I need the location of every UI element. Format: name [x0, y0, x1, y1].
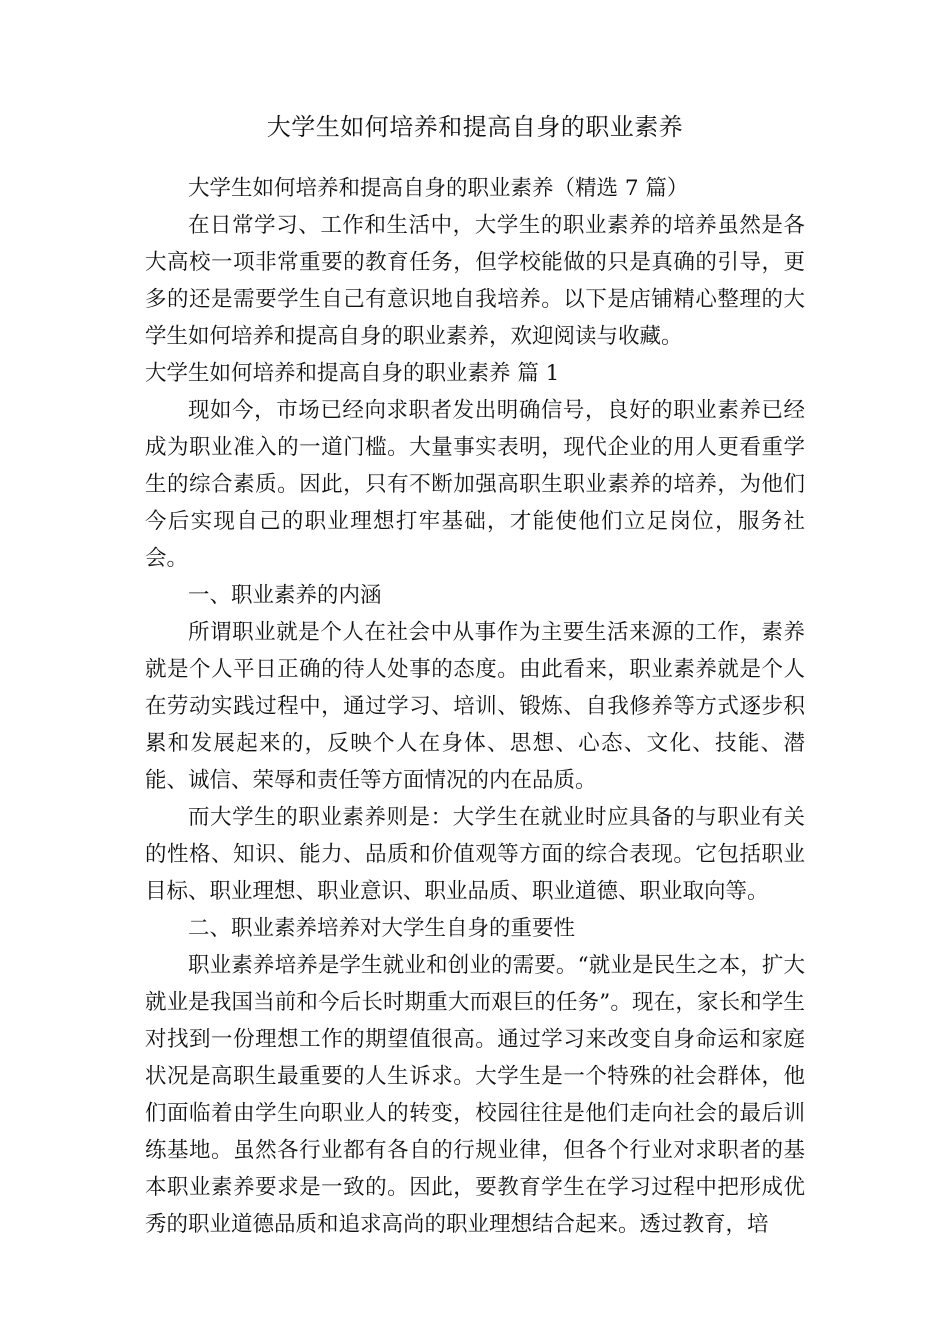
body-paragraph: 现如今，市场已经向求职者发出明确信号，良好的职业素养已经成为职业准入的一道门槛。大量事实表明，现代企业的用人更看重学生的综合素质。因此，只有不断加强高职生职业素养的培养，为他们今后实现自己的职业理想打牢基础，才能使他们立足岗位，服务社会。: [145, 398, 805, 571]
document-body: [145, 170, 805, 1243]
section-heading-part-1: 大学生如何培养和提高自身的职业素养 篇 1: [145, 361, 560, 386]
body-paragraph: 职业素养培养是学生就业和创业的需要。“就业是民生之本，扩大就业是我国当前和今后长时期重大而艰巨的任务”。现在，家长和学生对找到一份理想工作的期望值很高。通过学习来改变自身命运和家庭状况是高职生最重要的人生诉求。大学生是一个特殊的社会群体，他们面临着由学生向职业人的转变，校园往往是他们走向社会的最后训练基地。虽然各行业都有各自的行规业律，但各个行业对求职者的基本职业素养要求是一致的。因此，要教育学生在学习过程中把形成优秀的职业道德品质和追求高尚的职业理想结合起来。透过教育，培: [145, 953, 805, 1237]
subsection-heading-1: 一、职业素养的内涵: [188, 583, 382, 608]
document-title: 大学生如何培养和提高自身的职业素养: [266, 113, 684, 141]
subtitle-paragraph: 大学生如何培养和提高自身的职业素养（精选 7 篇）: [188, 176, 689, 201]
body-paragraph: 所谓职业就是个人在社会中从事作为主要生活来源的工作，素养就是个人平日正确的待人处事的态度。由此看来，职业素养就是个人在劳动实践过程中，通过学习、培训、锻炼、自我修养等方式逐步积累和发展起来的，反映个人在身体、思想、心态、文化、技能、潜能、诚信、荣辱和责任等方面情况的内在品质。: [145, 620, 805, 793]
subsection-heading-2: 二、职业素养培养对大学生自身的重要性: [188, 916, 576, 941]
intro-paragraph: 在日常学习、工作和生活中，大学生的职业素养的培养虽然是各大高校一项非常重要的教育任务，但学校能做的只是真确的引导，更多的还是需要学生自己有意识地自我培养。以下是店铺精心整理的大学生如何培养和提高自身的职业素养，欢迎阅读与收藏。: [145, 213, 805, 349]
body-paragraph: 而大学生的职业素养则是：大学生在就业时应具备的与职业有关的性格、知识、能力、品质和价值观等方面的综合表现。它包括职业目标、职业理想、职业意识、职业品质、职业道德、职业取向等。: [145, 805, 805, 904]
